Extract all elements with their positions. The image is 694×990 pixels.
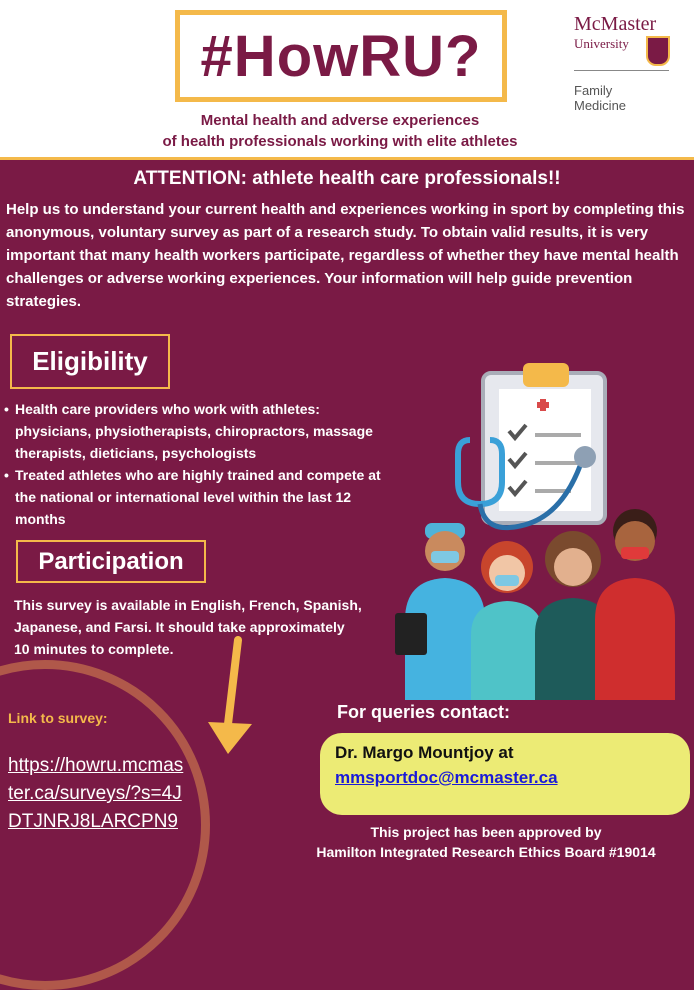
eligibility-list bbox=[4, 398, 394, 530]
approval-line-1: This project has been approved by bbox=[370, 824, 602, 840]
crest-icon bbox=[646, 36, 670, 66]
subtitle bbox=[120, 110, 560, 152]
contact-box bbox=[320, 733, 690, 815]
health-workers-illustration bbox=[395, 355, 694, 700]
logo-department bbox=[574, 83, 689, 113]
intro-bold: regardless bbox=[348, 247, 425, 264]
survey-link-label: Link to survey: bbox=[8, 710, 108, 726]
contact-email-link[interactable]: mmsportdoc@mcmaster.ca bbox=[335, 768, 558, 787]
page-title: #HowRU? bbox=[200, 23, 482, 89]
attention-heading: ATTENTION: athlete health care professionals!! bbox=[133, 168, 561, 189]
department-line-2: Medicine bbox=[574, 98, 627, 113]
logo-name: McMaster bbox=[574, 13, 657, 35]
health-worker-middle-left bbox=[471, 541, 543, 700]
bullet-text-2: Treated athletes who are highly trained and compete at the national or international level within the last 12 months bbox=[15, 467, 381, 527]
header-area bbox=[0, 0, 694, 157]
contact-name: Dr. Margo Mountjoy at bbox=[335, 743, 514, 762]
intro-text-2: of whether they have mental health challenges or adverse working experiences. Your information will help guide prevention strategies. bbox=[6, 247, 679, 310]
logo-university: University bbox=[574, 36, 629, 51]
list-item: • Treated athletes who are highly trained and compete at the national or international level within the last 12 months bbox=[4, 464, 394, 530]
queries-heading: For queries contact: bbox=[337, 702, 511, 722]
ethics-approval bbox=[278, 822, 694, 862]
participation-text: This survey is available in English, French, Spanish, Japanese, and Farsi. It should take approximately 10 minutes to complete. bbox=[14, 597, 362, 657]
header-divider bbox=[0, 157, 694, 160]
approval-line-2: Hamilton Integrated Research Ethics Board #19014 bbox=[316, 844, 656, 860]
list-item: • Health care providers who work with athletes: physicians, physiotherapists, chiropractors, massage therapists, dieticians, psychologists bbox=[4, 398, 394, 464]
subtitle-line-1: Mental health and adverse experiences bbox=[200, 112, 480, 129]
intro-paragraph bbox=[6, 198, 688, 313]
bullet-text-1: Health care providers who work with athletes: physicians, physiotherapists, chiropractors, massage therapists, dieticians, psychologists bbox=[15, 401, 373, 461]
mcmaster-logo bbox=[574, 14, 689, 113]
down-arrow-icon bbox=[200, 636, 260, 756]
title-box bbox=[175, 10, 507, 102]
department-line-1: Family bbox=[574, 83, 613, 98]
intro-text-1: Help us to understand your current health and experiences working in sport by completing this anonymous, voluntary survey as part of a research study. To obtain valid results, it is very important that many health workers participate, bbox=[6, 201, 685, 264]
logo-divider bbox=[574, 70, 669, 71]
subtitle-line-2: of health professionals working with elite athletes bbox=[162, 133, 518, 150]
eligibility-heading: Eligibility bbox=[10, 334, 170, 389]
health-worker-right bbox=[595, 509, 675, 700]
participation-heading: Participation bbox=[16, 540, 206, 583]
survey-link[interactable]: https://howru.mcmaster.ca/surveys/?s=4JDTJNRJ8LARCPN9 bbox=[8, 755, 184, 832]
